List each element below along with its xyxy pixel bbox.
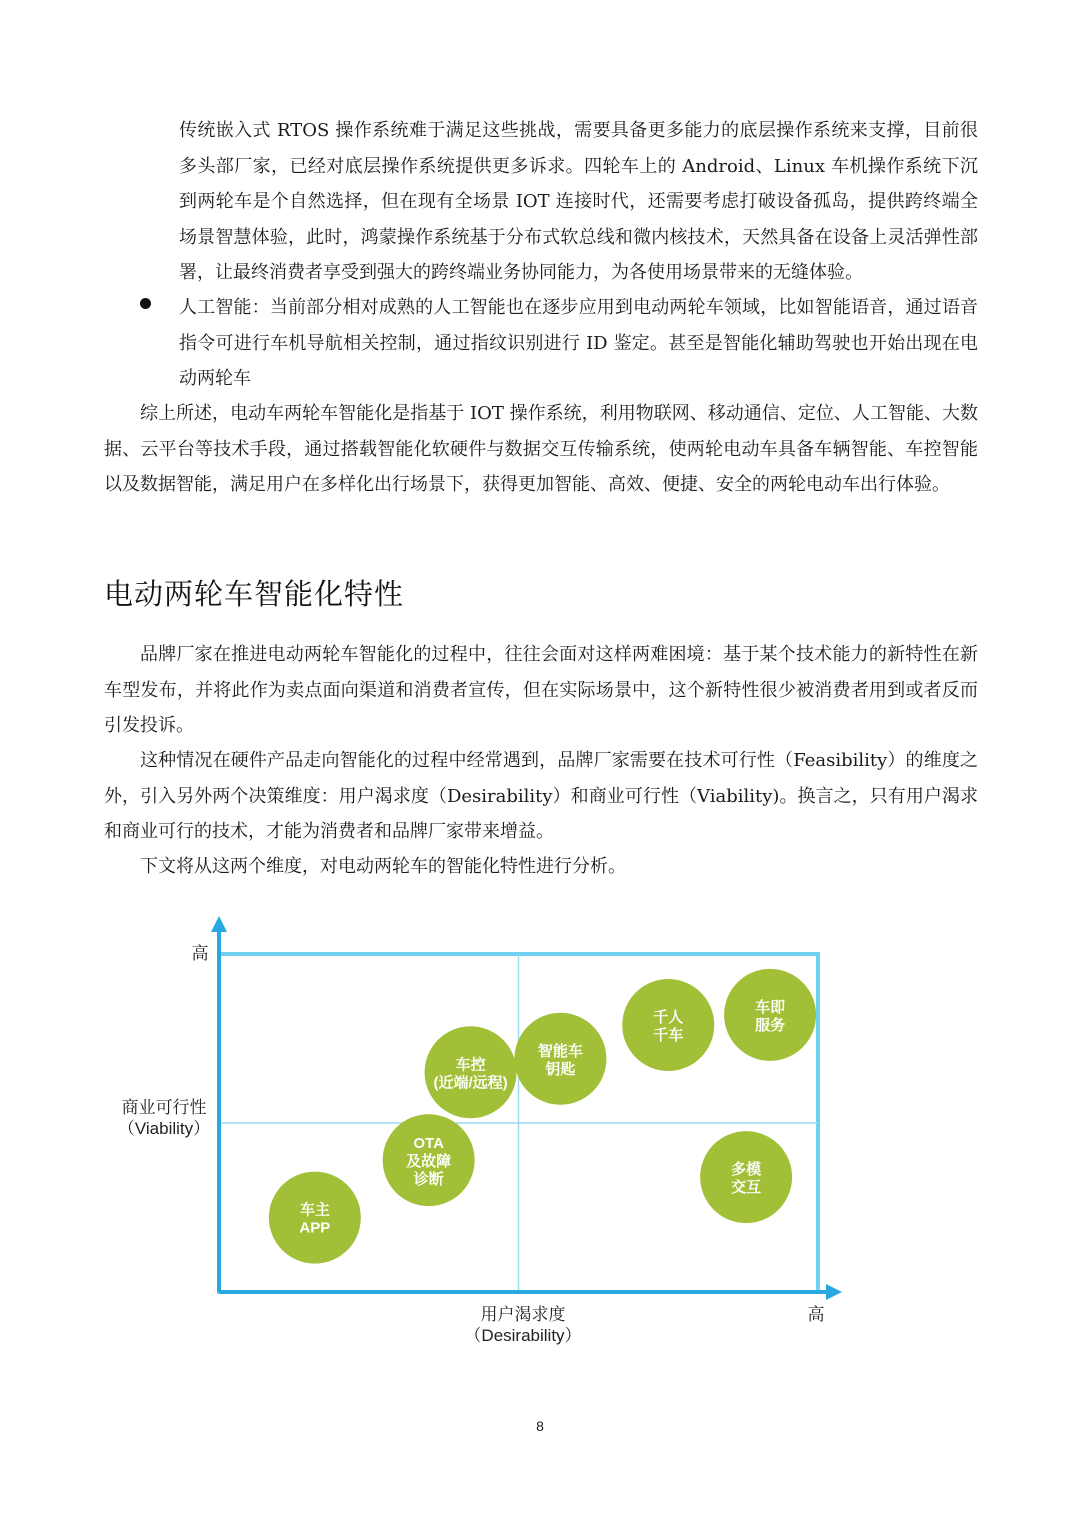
- x-axis-label: 用户渴求度: [480, 1305, 566, 1324]
- section-heading: 电动两轮车智能化特性: [104, 577, 405, 611]
- bubble-label: (近端/远程): [433, 1074, 508, 1092]
- y-axis-arrow-icon: [211, 916, 227, 932]
- bubble-label: 千人: [653, 1008, 684, 1026]
- bubble-label: APP: [299, 1219, 331, 1237]
- bullet-icon: [140, 298, 151, 309]
- intro-paragraph: 品牌厂家在推进电动两轮车智能化的过程中，往往会面对这样两难困境：基于某个技术能力的新特性在新车型发布，并将此作为卖点面向渠道和消费者宣传，但在实际场景中，这个新特性很少被消费者用到或者反而引发投诉。: [104, 644, 978, 736]
- bubble-label: 及故障: [406, 1153, 452, 1171]
- bubble-label: 诊断: [413, 1171, 444, 1189]
- bubble-label: OTA: [413, 1135, 444, 1153]
- bubble-label: 车主: [299, 1201, 330, 1219]
- analysis-intro-paragraph: 下文将从这两个维度，对电动两轮车的智能化特性进行分析。: [140, 856, 626, 877]
- bubble-label: 智能车: [537, 1042, 583, 1060]
- bubble-label: 车即: [755, 998, 786, 1016]
- page-number: 8: [536, 1418, 544, 1434]
- bubble-label: 服务: [755, 1016, 786, 1034]
- desirability-viability-chart: [100, 908, 880, 1358]
- bubble-label: 多模: [731, 1161, 762, 1179]
- os-paragraph: 传统嵌入式 RTOS 操作系统难于满足这些挑战，需要具备更多能力的底层操作系统来支撑，目前很多头部厂家，已经对底层操作系统提供更多诉求。四轮车上的 Android、Linux 车机操作系统下沉到两轮车是个自然选择，但在现有全场景 IOT 连接时代，还需要考虑打破设备孤岛，提供跨终端全场景智慧体验，此时，鸿蒙操作系统基于分布式软总线和微内核技术，天然具备在设备上灵活弹性部署，让最终消费者享受到强大的跨终端业务协同能力，为各使用场景带来的无缝体验。: [179, 120, 978, 283]
- x-axis-high-label: 高: [807, 1305, 825, 1324]
- bubble-label: 车控: [455, 1056, 486, 1074]
- summary-paragraph: 综上所述，电动车两轮车智能化是指基于 IOT 操作系统，利用物联网、移动通信、定位、人工智能、大数据、云平台等技术手段，通过搭载智能化软硬件与数据交互传输系统，使两轮电动车具备车辆智能、车控智能以及数据智能，满足用户在多样化出行场景下，获得更加智能、高效、便捷、安全的两轮电动车出行体验。: [104, 403, 978, 495]
- bubble-label: 钥匙: [545, 1060, 576, 1078]
- y-axis-high-label: 高: [191, 944, 209, 963]
- x-axis-arrow-icon: [826, 1284, 842, 1300]
- y-axis-label: 商业可行性: [121, 1098, 207, 1117]
- ai-bullet-text: 人工智能：当前部分相对成熟的人工智能也在逐步应用到电动两轮车领域，比如智能语音，通过语音指令可进行车机导航相关控制，通过指纹识别进行 ID 鉴定。甚至是智能化辅助驾驶也开始出现在电动两轮车: [179, 297, 978, 389]
- x-axis-label: （Desirability）: [464, 1326, 582, 1345]
- bubble-label: 千车: [653, 1026, 684, 1044]
- bubble-label: 交互: [731, 1179, 762, 1197]
- dimensions-paragraph: 这种情况在硬件产品走向智能化的过程中经常遇到，品牌厂家需要在技术可行性（Feasibility）的维度之外，引入另外两个决策维度：用户渴求度（Desirability）和商业可行性（Viability)。换言之，只有用户渴求和商业可行的技术，才能为消费者和品牌厂家带来增益。: [104, 750, 978, 842]
- y-axis-label: （Viability）: [117, 1119, 211, 1138]
